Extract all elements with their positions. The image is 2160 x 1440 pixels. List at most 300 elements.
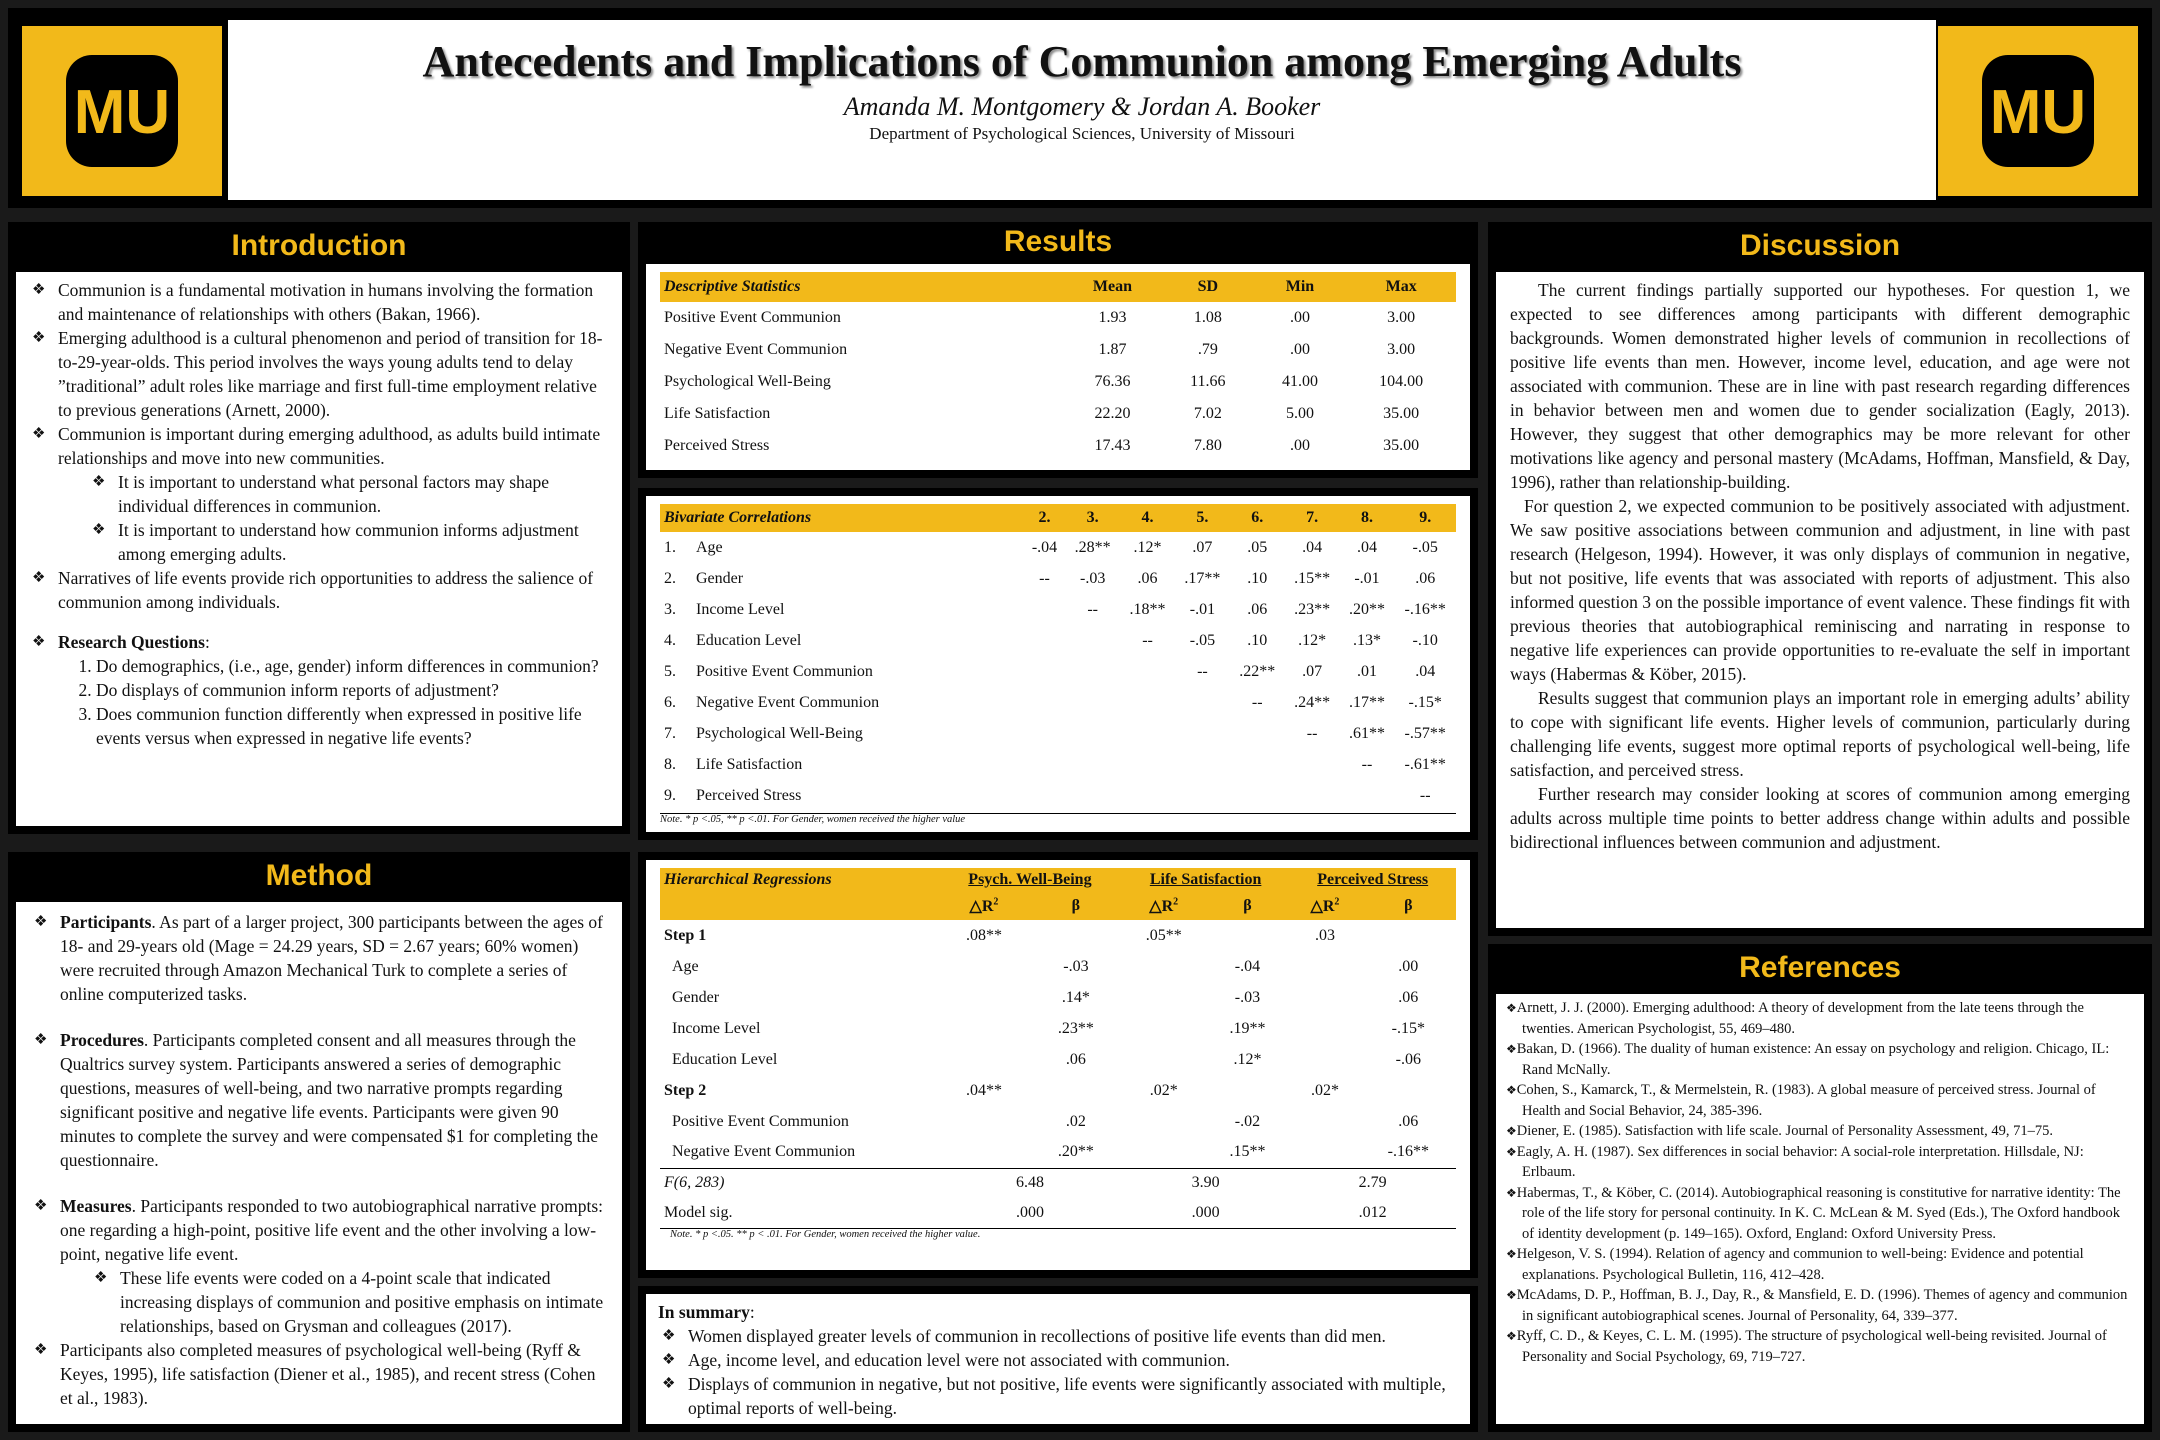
column-header: 9. <box>1419 509 1432 526</box>
regression-subheader-row <box>660 892 1456 920</box>
bivariate-table <box>660 504 1456 811</box>
correlation-cell: -.04 <box>1031 538 1058 556</box>
regression-cell <box>1122 982 1206 1013</box>
regression-row <box>660 1137 1456 1168</box>
correlation-cell: -.05 <box>1412 538 1438 556</box>
regression-cell: -.04 <box>1234 957 1261 975</box>
correlation-cell <box>1024 749 1066 780</box>
regression-cell <box>1289 951 1360 982</box>
reference-item: ❖ Habermas, T., & Köber, C. (2014). Autobiographical reasoning is constitutive for narrative identity: The role of the life story for personal continuity. In K. C. McLean & M. Syed (Eds.), The Oxford handbook of identity development (p. 149–165). Oxford, England: Oxford University Press. <box>1506 1183 2134 1245</box>
regression-note: Note. * p <.05. ** p < .01. For Gender, women received the higher value. <box>660 1228 1456 1240</box>
bivariate-row <box>660 656 1456 687</box>
research-question: 2. Do displays of communion inform reports of adjustment? <box>96 678 610 702</box>
mu-logo-icon <box>1978 51 2098 171</box>
correlation-cell: .22** <box>1239 662 1276 680</box>
table-cell: 1.08 <box>1193 309 1222 326</box>
references-heading: References <box>1739 951 1901 984</box>
reference-item: ❖ Diener, E. (1985). Satisfaction with life scale. Journal of Personality Assessment, 49, 71–75. <box>1506 1121 2134 1142</box>
regression-cell <box>1122 951 1206 982</box>
regression-group: Life Satisfaction <box>1149 871 1262 888</box>
row-number: 3. <box>664 600 676 618</box>
correlation-cell: -.61** <box>1404 755 1446 773</box>
regression-row <box>660 1075 1456 1106</box>
row-label: Negative Event Communion <box>696 693 880 711</box>
correlation-cell <box>1340 780 1395 811</box>
poster-department: Department of Psychological Sciences, University of Missouri <box>869 124 1295 143</box>
row-number: 2. <box>664 569 676 587</box>
column-header: Max <box>1385 278 1417 295</box>
column-header: SD <box>1197 278 1219 295</box>
regression-cell <box>1361 1075 1456 1106</box>
summary-item: ❖ Displays of communion in negative, but not positive, life events were significantly associated with multiple, optimal reports of well-being. <box>658 1372 1458 1420</box>
column-header: Min <box>1285 278 1315 295</box>
reference-item: ❖ McAdams, D. P., Hoffman, B. J., Day, R., & Mansfield, E. D. (1996). Themes of agency and communion in significant autobiographical scenes. Journal of Personality, 64, 339–377. <box>1506 1285 2134 1326</box>
correlation-cell: -- <box>1039 569 1050 587</box>
delta-r-header: $\triangle R^2$ <box>969 896 999 915</box>
correlation-cell: .24** <box>1294 693 1331 711</box>
correlation-cell: .17** <box>1348 693 1385 711</box>
regression-cell <box>938 1106 1030 1137</box>
correlation-cell: .04 <box>1356 538 1377 556</box>
summary-item: ❖ Women displayed greater levels of communion in recollections of positive life events than did men. <box>658 1324 1458 1348</box>
regression-cell: -.15* <box>1391 1019 1425 1037</box>
correlation-cell: .06 <box>1247 600 1268 618</box>
research-questions: ❖ Research Questions: <box>28 630 610 654</box>
bivariate-row <box>660 563 1456 594</box>
correlation-cell <box>1120 656 1175 687</box>
regression-row <box>660 1044 1456 1075</box>
introduction-heading: Introduction <box>231 229 407 262</box>
poster-title: Antecedents and Implications of Communion among Emerging Adults <box>422 37 1742 86</box>
correlation-cell <box>1065 780 1120 811</box>
regression-panel <box>638 852 1478 1278</box>
bivariate-header-row <box>660 504 1456 532</box>
bivariate-row <box>660 718 1456 749</box>
bivariate-note: Note. * p <.05, ** p <.01. For Gender, women received the higher value <box>660 813 1456 825</box>
table-cell: 1.93 <box>1098 309 1127 326</box>
table-cell: 3.00 <box>1387 309 1416 326</box>
table-cell: 104.00 <box>1379 373 1424 390</box>
row-label: Negative Event Communion <box>672 1143 856 1161</box>
regression-cell <box>938 1013 1030 1044</box>
bivariate-row <box>660 532 1456 563</box>
regression-cell <box>1122 1044 1206 1075</box>
correlation-cell: -.03 <box>1080 569 1106 587</box>
correlation-cell <box>1120 780 1175 811</box>
correlation-cell <box>1230 749 1285 780</box>
regression-cell: .05** <box>1145 926 1182 944</box>
regression-cell: .00 <box>1398 957 1419 975</box>
introduction-body <box>16 272 622 826</box>
descriptive-row <box>660 302 1456 334</box>
regression-header-row <box>660 868 1456 892</box>
regression-cell: .23** <box>1057 1019 1094 1037</box>
correlation-cell <box>1120 687 1175 718</box>
regression-cell <box>1289 982 1360 1013</box>
descriptive-row <box>660 398 1456 430</box>
method-panel <box>8 852 630 1432</box>
regression-cell: .06 <box>1065 1050 1086 1068</box>
row-label: Age <box>696 538 723 556</box>
regression-table-box <box>646 860 1470 1270</box>
regression-row <box>660 920 1456 951</box>
correlation-cell <box>1175 718 1230 749</box>
regression-cell <box>1289 1044 1360 1075</box>
row-label: Step 1 <box>664 926 707 944</box>
correlation-cell: .17** <box>1184 569 1221 587</box>
row-label: Step 2 <box>664 1081 707 1099</box>
f-value: 6.48 <box>1015 1174 1044 1192</box>
correlation-cell <box>1024 594 1066 625</box>
column-header: 7. <box>1306 509 1319 526</box>
correlation-cell <box>1285 780 1340 811</box>
descriptive-row <box>660 366 1456 398</box>
reference-item: ❖ Helgeson, V. S. (1994). Relation of agency and communion to well-being: Evidence and potential explanations. Psychological Bulletin, 116, 412–428. <box>1506 1244 2134 1285</box>
regression-cell <box>1122 1013 1206 1044</box>
bivariate-row <box>660 780 1456 811</box>
row-number: 1. <box>664 538 676 556</box>
research-question: 1. Do demographics, (i.e., age, gender) inform differences in communion? <box>96 654 610 678</box>
bivariate-row <box>660 625 1456 656</box>
bivariate-row <box>660 749 1456 780</box>
reference-item: ❖ Ryff, C. D., & Keyes, C. L. M. (1995). The structure of psychological well-being revisited. Journal of Personality and Social Psychology, 69, 719–727. <box>1506 1326 2134 1367</box>
correlation-cell <box>1065 687 1120 718</box>
regression-cell <box>938 951 1030 982</box>
sig-row <box>660 1198 1456 1228</box>
table-cell: 7.80 <box>1193 437 1222 454</box>
regression-cell <box>938 1137 1030 1168</box>
mizzou-logo-left <box>22 26 222 196</box>
column-header: 2. <box>1038 509 1051 526</box>
correlation-cell: .04 <box>1302 538 1323 556</box>
correlation-cell <box>1024 656 1066 687</box>
correlation-cell <box>1175 749 1230 780</box>
delta-r-header: $\triangle R^2$ <box>1310 896 1340 915</box>
bivariate-table-box <box>646 496 1470 832</box>
regression-cell: .02* <box>1149 1081 1178 1099</box>
correlation-cell <box>1285 749 1340 780</box>
summary-body <box>646 1294 1470 1424</box>
regression-cell <box>938 1044 1030 1075</box>
regression-row <box>660 1013 1456 1044</box>
row-number: 8. <box>664 755 676 773</box>
row-label: Psychological Well-Being <box>664 373 831 390</box>
correlation-cell: -- <box>1251 693 1263 711</box>
bivariate-row <box>660 594 1456 625</box>
f-row <box>660 1168 1456 1198</box>
measures-paragraph: ❖ Measures. Participants responded to two autobiographical narrative prompts: one regarding a high-point, positive life event and the other involving a low-point, negative life event. ❖ These life events were coded on a 4-point scale that indicated increasing displays of communion and positive emphasis on intimate relationships, based on Grysman and colleagues (2017). <box>30 1194 608 1338</box>
poster-header <box>8 8 2152 208</box>
table-cell: 5.00 <box>1285 405 1314 422</box>
correlation-cell: -.15* <box>1408 693 1442 711</box>
table-cell: 22.20 <box>1094 405 1131 422</box>
correlation-cell: .10 <box>1247 569 1268 587</box>
correlation-cell: .23** <box>1294 600 1331 618</box>
f-label: F(6, 283) <box>664 1174 725 1192</box>
sig-label: Model sig. <box>664 1204 733 1221</box>
correlation-cell: .05 <box>1247 538 1268 556</box>
introduction-panel <box>8 222 630 834</box>
row-number: 7. <box>664 724 676 742</box>
correlation-cell: .20** <box>1348 600 1385 618</box>
results-descriptive-panel <box>638 222 1478 478</box>
research-question: 3. Does communion function differently when expressed in positive life events versus when expressed in negative life events? <box>96 702 610 750</box>
correlation-cell: .61** <box>1348 724 1385 742</box>
row-label: Positive Event Communion <box>696 662 873 680</box>
correlation-cell: .13* <box>1352 631 1381 649</box>
regression-cell <box>1289 1013 1360 1044</box>
reference-item: ❖ Cohen, S., Kamarck, T., & Mermelstein, R. (1983). A global measure of perceived stress. Journal of Health and Social Behavior, 24, 385-396. <box>1506 1080 2134 1121</box>
correlation-cell: -- <box>1087 600 1098 618</box>
regression-cell <box>1206 920 1290 951</box>
column-header: 8. <box>1360 509 1373 526</box>
reference-item: ❖ Eagly, A. H. (1987). Sex differences in social behavior: A social-role interpretation. Hillsdale, NJ: Erlbaum. <box>1506 1142 2134 1183</box>
column-header: 4. <box>1141 509 1154 526</box>
row-label: Perceived Stress <box>664 437 770 454</box>
table-cell: 17.43 <box>1094 437 1131 454</box>
intro-bullet: ❖ Communion is a fundamental motivation in humans involving the formation and maintenance of relationships with others (Bakan, 1966). <box>28 278 610 326</box>
regression-cell: -.06 <box>1395 1050 1421 1068</box>
descriptive-table <box>660 272 1456 462</box>
title-box <box>228 20 1936 200</box>
table-cell: 35.00 <box>1383 437 1420 454</box>
regression-table <box>660 868 1456 1228</box>
correlation-cell: .07 <box>1302 662 1323 680</box>
row-label: Positive Event Communion <box>672 1112 849 1130</box>
correlation-cell <box>1065 749 1120 780</box>
regression-cell: -.16** <box>1387 1143 1429 1161</box>
regression-cell <box>938 982 1030 1013</box>
regression-row <box>660 1106 1456 1137</box>
regression-cell <box>1122 1137 1206 1168</box>
procedures-paragraph: ❖ Procedures. Participants completed consent and all measures through the Qualtrics survey system. Participants answered a series of demographic questions, measures of well-being, and two narrative prompts regarding significant positive and negative life events. Participants were given 90 minutes to complete the survey and were compensated $1 for completing the questionnaire. <box>30 1028 608 1172</box>
row-number: 5. <box>664 662 676 680</box>
correlation-cell: .06 <box>1415 569 1436 587</box>
row-label: Age <box>672 957 699 975</box>
row-label: Income Level <box>696 600 785 618</box>
regression-title: Hierarchical Regressions <box>664 871 832 888</box>
regression-row <box>660 951 1456 982</box>
regression-cell: .15** <box>1229 1143 1266 1161</box>
correlation-cell: -- <box>1361 755 1373 773</box>
correlation-cell: -.05 <box>1189 631 1216 649</box>
f-value: 3.90 <box>1191 1174 1220 1192</box>
regression-cell: .02* <box>1310 1081 1339 1099</box>
beta-header: β <box>1404 897 1413 914</box>
correlation-cell: .01 <box>1356 662 1377 680</box>
correlation-cell <box>1120 749 1175 780</box>
regression-cell: .14* <box>1061 988 1090 1006</box>
discussion-body <box>1496 272 2144 928</box>
correlation-cell: .12* <box>1298 631 1327 649</box>
intro-bullet: ❖ Narratives of life events provide rich opportunities to address the salience of communion among individuals. <box>28 566 610 614</box>
descriptive-title: Descriptive Statistics <box>664 278 801 295</box>
table-cell: .00 <box>1289 437 1310 454</box>
sig-value: .000 <box>1191 1204 1220 1221</box>
table-cell: .00 <box>1289 341 1310 358</box>
correlation-cell <box>1065 656 1120 687</box>
participants-paragraph: ❖ Participants. As part of a larger project, 300 participants between the ages of 18- and 29-years old (Mage = 24.29 years, SD = 2.67 years; 60% women) were recruited through Amazon Mechanical Turk to complete a series of online computerized tasks. <box>30 910 608 1006</box>
bivariate-title: Bivariate Correlations <box>664 509 812 526</box>
sig-value: .012 <box>1358 1204 1387 1221</box>
discussion-heading: Discussion <box>1739 229 1901 262</box>
correlation-cell <box>1230 780 1285 811</box>
column-header: Mean <box>1092 278 1132 295</box>
delta-r-header: $\triangle R^2$ <box>1149 896 1179 915</box>
regression-cell: -.03 <box>1234 988 1261 1006</box>
regression-cell: .19** <box>1229 1019 1266 1037</box>
row-label: Gender <box>696 569 744 587</box>
correlation-cell <box>1065 718 1120 749</box>
correlation-cell: .12* <box>1133 538 1162 556</box>
regression-cell <box>1289 1137 1360 1168</box>
method-heading: Method <box>265 859 373 892</box>
f-value: 2.79 <box>1358 1174 1387 1192</box>
correlation-cell: -- <box>1419 786 1431 804</box>
regression-cell: .08** <box>965 926 1002 944</box>
discussion-panel <box>1488 222 2152 936</box>
reference-item: ❖ Arnett, J. J. (2000). Emerging adulthood: A theory of development from the late teens through the twenties. American Psychologist, 55, 469–480. <box>1506 998 2134 1039</box>
references-panel <box>1488 944 2152 1432</box>
intro-sub-bullet: ❖ It is important to understand how communion informs adjustment among emerging adults. <box>88 518 610 566</box>
regression-cell: .04** <box>965 1081 1002 1099</box>
correlation-cell: .07 <box>1192 538 1213 556</box>
row-number: 6. <box>664 693 676 711</box>
svg-text:MU: MU <box>1989 78 2087 147</box>
row-label: Psychological Well-Being <box>696 724 863 742</box>
svg-text:MU: MU <box>73 78 171 147</box>
regression-cell: .20** <box>1057 1143 1094 1161</box>
table-cell: .79 <box>1197 341 1218 358</box>
correlation-cell <box>1024 780 1066 811</box>
beta-header: β <box>1071 897 1081 914</box>
correlation-cell: -.10 <box>1412 631 1438 649</box>
discussion-paragraph: Results suggest that communion plays an important role in emerging adults’ ability to cope with significant life events. Higher levels of communion, particularly during challenging life events, suggest more optimal reports of psychological well-being, life satisfaction, and perceived stress. <box>1510 688 2130 780</box>
measures-sub-bullet: ❖ These life events were coded on a 4-point scale that indicated increasing displays of communion and positive emphasis on intimate relationships, based on Grysman and colleagues (2017). <box>90 1266 608 1338</box>
correlation-cell: -- <box>1197 662 1208 680</box>
regression-cell: .06 <box>1398 988 1419 1006</box>
regression-row <box>660 982 1456 1013</box>
table-cell: 76.36 <box>1094 373 1131 390</box>
row-number: 9. <box>664 786 676 804</box>
regression-cell <box>1030 920 1122 951</box>
descriptive-row <box>660 334 1456 366</box>
bivariate-panel <box>638 488 1478 840</box>
bivariate-row <box>660 687 1456 718</box>
row-label: Positive Event Communion <box>664 309 841 326</box>
method-body <box>16 902 622 1424</box>
row-number: 4. <box>664 631 676 649</box>
regression-cell <box>1361 920 1456 951</box>
summary-heading: In summary: <box>658 1302 755 1322</box>
mizzou-logo-right <box>1938 26 2138 196</box>
regression-cell <box>1206 1075 1290 1106</box>
correlation-cell <box>1120 718 1175 749</box>
summary-panel <box>638 1286 1478 1432</box>
regression-cell <box>1122 1106 1206 1137</box>
poster-authors: Amanda M. Montgomery & Jordan A. Booker <box>843 92 1321 121</box>
correlation-cell: .18** <box>1129 600 1166 618</box>
discussion-paragraph: Further research may consider looking at scores of communion among emerging adults across multiple time points to better address change within adults and possible bidirectional influences between communion and adjustment. <box>1510 784 2130 852</box>
mu-logo-icon <box>62 51 182 171</box>
correlation-cell: .06 <box>1137 569 1158 587</box>
row-label: Education Level <box>696 631 802 649</box>
descriptive-row <box>660 430 1456 462</box>
row-label: Perceived Stress <box>696 786 802 804</box>
correlation-cell: -- <box>1142 631 1153 649</box>
correlation-cell <box>1065 625 1120 656</box>
intro-bullet: ❖ Communion is important during emerging adulthood, as adults build intimate relationships and move into new communities. ❖ It is important to understand what personal factors may shape individual differences in communion. ❖ It is important to understand how communion informs adjustment among emerging adults. <box>28 422 610 566</box>
correlation-cell: .10 <box>1247 631 1268 649</box>
descriptive-header-row <box>660 272 1456 302</box>
correlation-cell <box>1024 718 1066 749</box>
references-body <box>1496 994 2144 1424</box>
table-cell: 3.00 <box>1387 341 1416 358</box>
correlation-cell: -.01 <box>1189 600 1216 618</box>
correlation-cell <box>1230 718 1285 749</box>
measures-list-bullet: ❖ Participants also completed measures of psychological well-being (Ryff & Keyes, 1995), life satisfaction (Diener et al., 1985), and recent stress (Cohen et al., 1983). <box>30 1338 608 1410</box>
correlation-cell: -.57** <box>1404 724 1446 742</box>
sig-value: .000 <box>1015 1204 1044 1221</box>
column-header: 6. <box>1251 509 1264 526</box>
regression-cell <box>1030 1075 1122 1106</box>
correlation-cell: .04 <box>1415 662 1436 680</box>
regression-cell: .02 <box>1065 1112 1086 1130</box>
row-label: Income Level <box>672 1019 761 1037</box>
regression-cell: -.02 <box>1234 1112 1261 1130</box>
row-label: Education Level <box>672 1050 778 1068</box>
correlation-cell: -.01 <box>1354 569 1380 587</box>
descriptive-table-box <box>646 264 1470 470</box>
regression-group: Psych. Well-Being <box>968 871 1092 888</box>
intro-sub-bullet: ❖ It is important to understand what personal factors may shape individual differences in communion. <box>88 470 610 518</box>
correlation-cell <box>1024 625 1066 656</box>
correlation-cell <box>1024 687 1066 718</box>
results-heading: Results <box>1003 225 1113 258</box>
table-cell: 41.00 <box>1281 373 1318 390</box>
column-header: 3. <box>1086 509 1099 526</box>
regression-cell: .06 <box>1398 1112 1419 1130</box>
correlation-cell: .15** <box>1294 569 1331 587</box>
table-cell: 1.87 <box>1098 341 1127 358</box>
row-label: Gender <box>672 988 720 1006</box>
regression-cell <box>1289 1106 1360 1137</box>
row-label: Life Satisfaction <box>696 755 803 773</box>
correlation-cell: .28** <box>1074 538 1111 556</box>
regression-group: Perceived Stress <box>1317 871 1429 888</box>
table-cell: 11.66 <box>1190 373 1226 390</box>
table-cell: 35.00 <box>1383 405 1420 422</box>
regression-cell: .03 <box>1314 926 1335 944</box>
column-header: 5. <box>1196 509 1209 526</box>
discussion-paragraph: The current findings partially supported our hypotheses. For question 1, we expected to see differences among participants with different demographic backgrounds. Women demonstrated higher levels of communion in recollections of positive life events than men. However, income level, education, and age were not associated with communion. These are in line with past research regarding differences in behavior between men and women due to gender socialization (Eagly, 2013). However, they suggest that other demographics may be more relevant for other motivations like agency and personal mastery (McAdams, Hoffman, Mansfield, & Day, 1996), rather than relationship-building. <box>1510 280 2130 492</box>
correlation-cell: -- <box>1306 724 1318 742</box>
table-cell: .00 <box>1289 309 1310 326</box>
row-label: Life Satisfaction <box>664 405 771 422</box>
correlation-cell <box>1175 687 1230 718</box>
table-cell: 7.02 <box>1193 405 1222 422</box>
beta-header: β <box>1243 897 1252 914</box>
summary-item: ❖ Age, income level, and education level were not associated with communion. <box>658 1348 1458 1372</box>
discussion-paragraph: For question 2, we expected communion to be positively associated with adjustment. We saw positive associations between communion and adjustment, in line with past research (Helgeson, 1994). However, it was only displays of communion in negative, but not positive, life events that was associated with reports of adjustment. This also informed question 3 on the possible importance of event valence. These findings fit with previous theories that autobiographical reminiscing and narrating in response to negative life experiences can provide opportunities to re-evaluate the self in important ways (Habermas & Köber, 2015). <box>1510 496 2130 684</box>
row-label: Negative Event Communion <box>664 341 848 358</box>
correlation-cell <box>1175 780 1230 811</box>
intro-bullet: ❖ Emerging adulthood is a cultural phenomenon and period of transition for 18-to-29-year-olds. This period involves the ways young adults tend to delay ”traditional” adult roles like marriage and first full-time employment relative to previous generations (Arnett, 2000). <box>28 326 610 422</box>
reference-item: ❖ Bakan, D. (1966). The duality of human existence: An essay on psychology and religion. Chicago, IL: Rand McNally. <box>1506 1039 2134 1080</box>
correlation-cell: -.16** <box>1404 600 1446 618</box>
regression-cell: .12* <box>1233 1050 1262 1068</box>
regression-cell: -.03 <box>1063 957 1089 975</box>
